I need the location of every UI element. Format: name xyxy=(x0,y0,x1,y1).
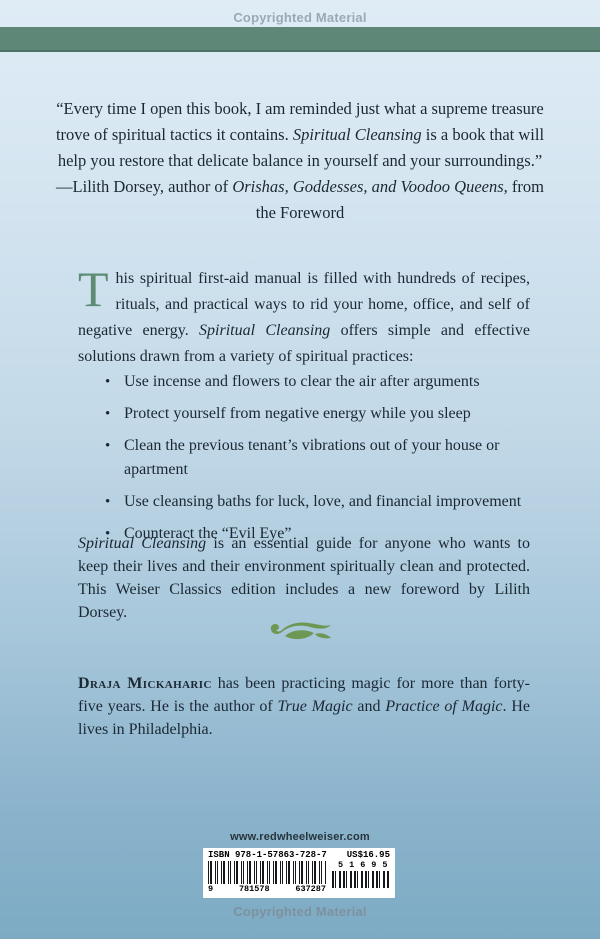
barcode-bars-row xyxy=(208,860,394,895)
drop-cap-letter: T xyxy=(78,261,109,317)
bullet-item: • Use cleansing baths for luck, love, and financial improvement xyxy=(78,490,530,514)
description-text: his spiritual first-aid manual is filled with hundreds of recipes, rituals, and practical ways to rid your home, office, and self of negative energy. Spiritual Cleansing offers simple and effective solutions drawn from a variety of spiritual practices: xyxy=(78,270,530,365)
quote-attribution: —Lilith Dorsey, author of Orishas, Goddesses, and Voodoo Queens, from the Foreword xyxy=(56,177,544,222)
green-divider-bar xyxy=(0,27,600,52)
isbn-number: ISBN 978-1-57863-728-7 xyxy=(208,850,327,860)
supplement-digits: 51695 xyxy=(338,860,394,870)
ean-digits xyxy=(208,885,326,894)
ean-lead-digit: 9 xyxy=(208,884,214,894)
closing-paragraph: Spiritual Cleansing is an essential guide for anyone who wants to keep their lives and their environment spiritually clean and protected. This Weiser Classics edition includes a new foreword by Lilith Dorsey. xyxy=(78,535,530,621)
supplement-barcode xyxy=(332,860,394,895)
quote-text: “Every time I open this book, I am reminded just what a supreme treasure trove of spiritual tactics it contains. Spiritual Cleansing is a book that will help you restore that delicate balance in yourself and your surroundings.” xyxy=(55,99,545,170)
ean-group1: 781578 xyxy=(238,884,270,894)
bullet-item: • Clean the previous tenant’s vibrations out of your house or apartment xyxy=(78,434,530,482)
ean-group2: 637287 xyxy=(295,884,326,894)
publisher-website-url: www.redwheelweiser.com xyxy=(230,831,370,843)
isbn-row xyxy=(208,850,390,860)
ean-barcode xyxy=(208,861,326,895)
barcode-block xyxy=(203,848,395,898)
description-paragraph xyxy=(78,261,530,370)
author-bio: Draja Mickaharic has been practicing magic for more than forty-five years. He is the author of True Magic and Practice of Magic. He lives in Philadelphia. xyxy=(78,675,531,738)
copyright-banner-top: Copyrighted Material xyxy=(233,10,367,25)
copyright-banner-bottom: Copyrighted Material xyxy=(233,904,367,919)
bullet-item: • Protect yourself from negative energy while you sleep xyxy=(78,402,530,426)
benefits-list xyxy=(78,370,530,554)
supplement-barcode-bars xyxy=(332,871,390,888)
ean-barcode-bars xyxy=(208,861,326,884)
flourish-ornament-icon xyxy=(0,617,600,650)
bullet-item: • Use incense and flowers to clear the air after arguments xyxy=(78,370,530,394)
endorsement-quote xyxy=(55,96,545,226)
price-label: US$16.95 xyxy=(346,850,390,860)
bullet-item: • Counteract the “Evil Eye” xyxy=(78,522,530,546)
